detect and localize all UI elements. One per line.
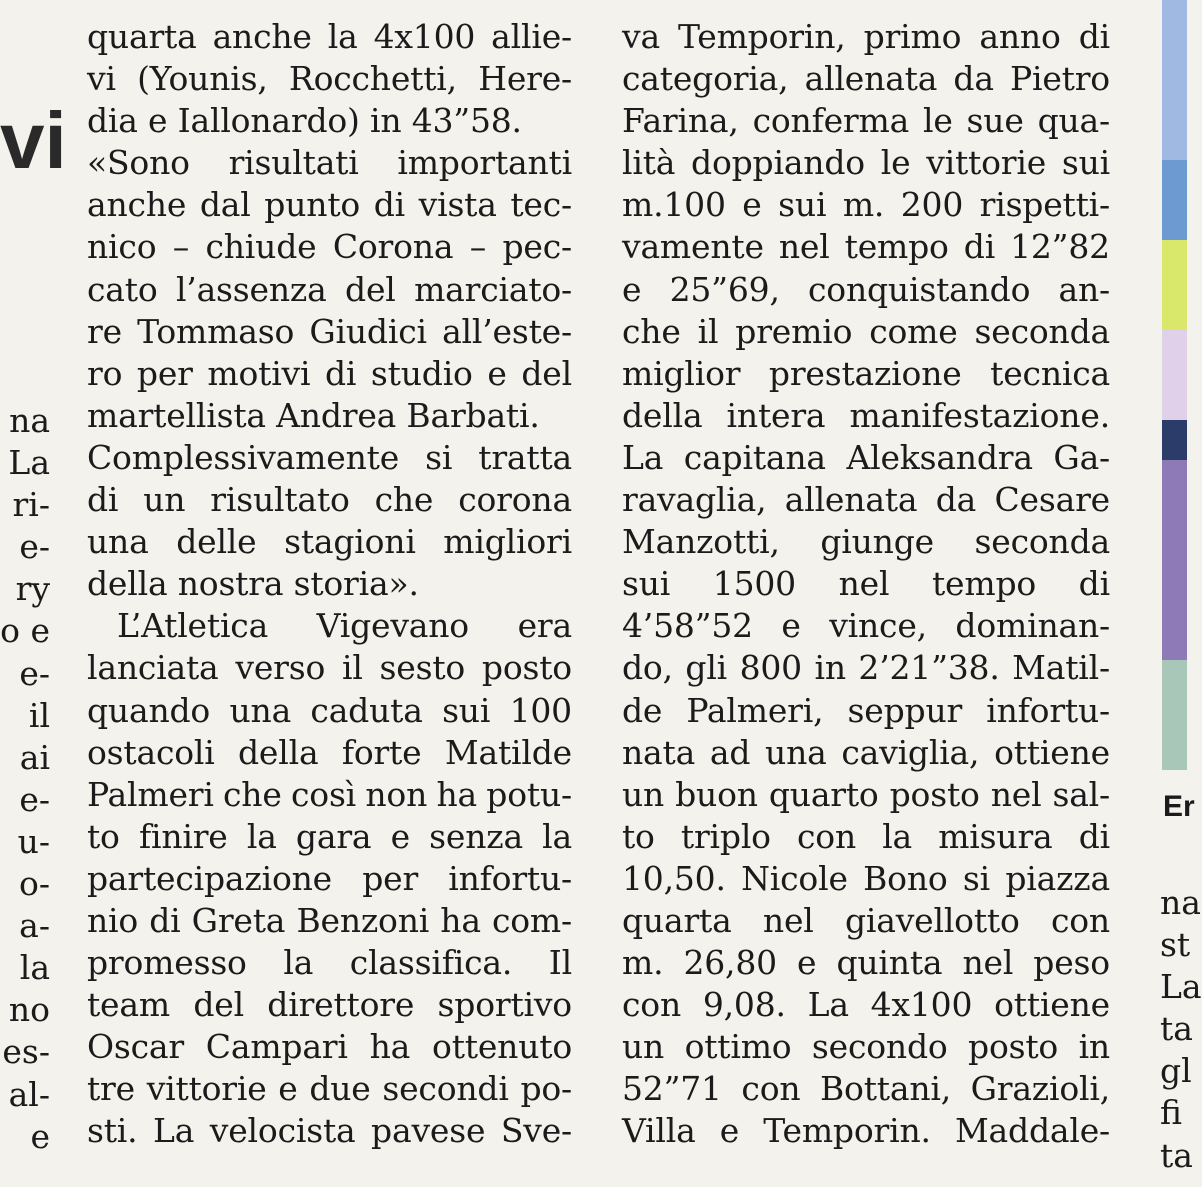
text-line: Palmeri che così non ha potu-: [87, 774, 572, 814]
text-line: e 25”69, conquistando an-: [622, 269, 1110, 309]
text-line: sti. La velocista pavese Sve-: [87, 1111, 572, 1151]
text-line: della nostra storia».: [87, 564, 419, 604]
text-line: va Temporin, primo anno di: [622, 17, 1110, 56]
text-line: 52”71 con Bottani, Grazioli,: [622, 1069, 1110, 1109]
text-line: 4’58”52 e vince, dominan-: [622, 606, 1110, 646]
text-line: to finire la gara e senza la: [87, 816, 572, 856]
text-fragment: ta: [1160, 1135, 1193, 1175]
text-line: che il premio come seconda: [622, 311, 1110, 351]
text-line: nata ad una caviglia, ottiene: [622, 732, 1110, 772]
text-fragment: e-: [19, 527, 50, 567]
text-line: di un risultato che corona: [87, 480, 572, 520]
text-fragment: o e: [0, 611, 50, 651]
text-line: quarta anche la 4x100 allie-: [87, 17, 572, 56]
text-fragment: ry: [15, 569, 50, 609]
photo-image: [1162, 0, 1187, 770]
text-fragment: ta: [1160, 1009, 1193, 1049]
text-fragment: a-: [19, 906, 50, 946]
text-fragment: na: [9, 401, 50, 440]
text-line: dia e Iallonardo) in 43”58.: [87, 101, 522, 141]
text-fragment: ri-: [12, 485, 50, 525]
text-line: partecipazione per infortu-: [87, 858, 572, 898]
text-line: 10,50. Nicole Bono si piazza: [622, 858, 1110, 898]
text-line: Villa e Temporin. Maddale-: [622, 1111, 1110, 1151]
text-line: do, gli 800 in 2’21”38. Matil-: [622, 648, 1110, 688]
text-fragment: il: [28, 695, 50, 735]
text-line: quarta nel giavellotto con: [622, 900, 1110, 940]
text-line: anche dal punto di vista tec-: [87, 185, 572, 225]
text-line: Oscar Campari ha ottenuto: [87, 1027, 572, 1067]
text-fragment: gl: [1160, 1051, 1192, 1091]
text-line: ro per motivi di studio e del: [87, 353, 572, 393]
text-line: della intera manifestazione.: [622, 395, 1110, 435]
right-column-fragment: [1160, 882, 1202, 1177]
text-fragment: na: [1160, 883, 1201, 922]
photo-edge: [1162, 0, 1187, 770]
text-line: Farina, conferma le sue qua-: [622, 101, 1110, 141]
text-line: vamente nel tempo di 12”82: [622, 227, 1110, 267]
text-fragment: o-: [18, 864, 50, 904]
text-line: Complessivamente si tratta: [87, 437, 572, 477]
text-line: nio di Greta Benzoni ha com-: [87, 900, 572, 940]
text-line: miglior prestazione tecnica: [622, 353, 1110, 393]
text-line: lanciata verso il sesto posto: [87, 648, 572, 688]
headline-fragment: vi: [0, 96, 67, 185]
text-line: Manzotti, giunge seconda: [622, 522, 1110, 562]
text-fragment: u-: [17, 821, 50, 861]
text-fragment: es-: [2, 1032, 50, 1072]
article-column-right: [622, 16, 1110, 1153]
text-fragment: ai: [19, 737, 50, 777]
text-line: L’Atletica Vigevano era: [117, 606, 572, 646]
text-line: m. 26,80 e quinta nel peso: [622, 943, 1110, 983]
text-fragment: fi: [1160, 1093, 1183, 1133]
text-line: lità doppiando le vittorie sui: [622, 143, 1110, 183]
text-line: team del direttore sportivo: [87, 985, 572, 1025]
text-fragment: la: [19, 948, 50, 988]
text-line: una delle stagioni migliori: [87, 522, 572, 562]
caption-fragment: Er: [1163, 790, 1195, 823]
text-line: ravaglia, allenata da Cesare: [622, 480, 1110, 520]
text-line: «Sono risultati importanti: [87, 143, 572, 183]
text-line: de Palmeri, seppur infortu-: [622, 690, 1110, 730]
text-line: categoria, allenata da Pietro: [622, 59, 1110, 99]
text-line: martellista Andrea Barbati.: [87, 395, 540, 435]
left-column-fragment: [0, 400, 50, 1158]
text-fragment: st: [1160, 925, 1191, 965]
text-line: ostacoli della forte Matilde: [87, 732, 572, 772]
text-line: nico – chiude Corona – pec-: [87, 227, 572, 267]
text-fragment: La: [8, 443, 50, 483]
text-line: promesso la classifica. Il: [87, 943, 572, 983]
text-line: m.100 e sui m. 200 rispetti-: [622, 185, 1110, 225]
text-line: tre vittorie e due secondi po-: [87, 1069, 572, 1109]
text-line: vi (Younis, Rocchetti, Here-: [87, 59, 572, 99]
text-fragment: e-: [19, 779, 50, 819]
text-fragment: La: [1160, 967, 1202, 1007]
text-fragment: al-: [8, 1074, 50, 1114]
text-line: quando una caduta sui 100: [87, 690, 572, 730]
text-line: un buon quarto posto nel sal-: [622, 774, 1110, 814]
text-line: sui 1500 nel tempo di: [622, 564, 1110, 604]
text-line: cato l’assenza del marciato-: [87, 269, 572, 309]
text-line: un ottimo secondo posto in: [622, 1027, 1110, 1067]
text-line: La capitana Aleksandra Ga-: [622, 437, 1110, 477]
article-column-center: [87, 16, 572, 1153]
text-fragment: e: [30, 1116, 50, 1156]
text-line: con 9,08. La 4x100 ottiene: [622, 985, 1110, 1025]
text-line: to triplo con la misura di: [622, 816, 1110, 856]
text-fragment: no: [8, 990, 50, 1030]
text-line: re Tommaso Giudici all’este-: [87, 311, 572, 351]
text-fragment: e-: [19, 653, 50, 693]
